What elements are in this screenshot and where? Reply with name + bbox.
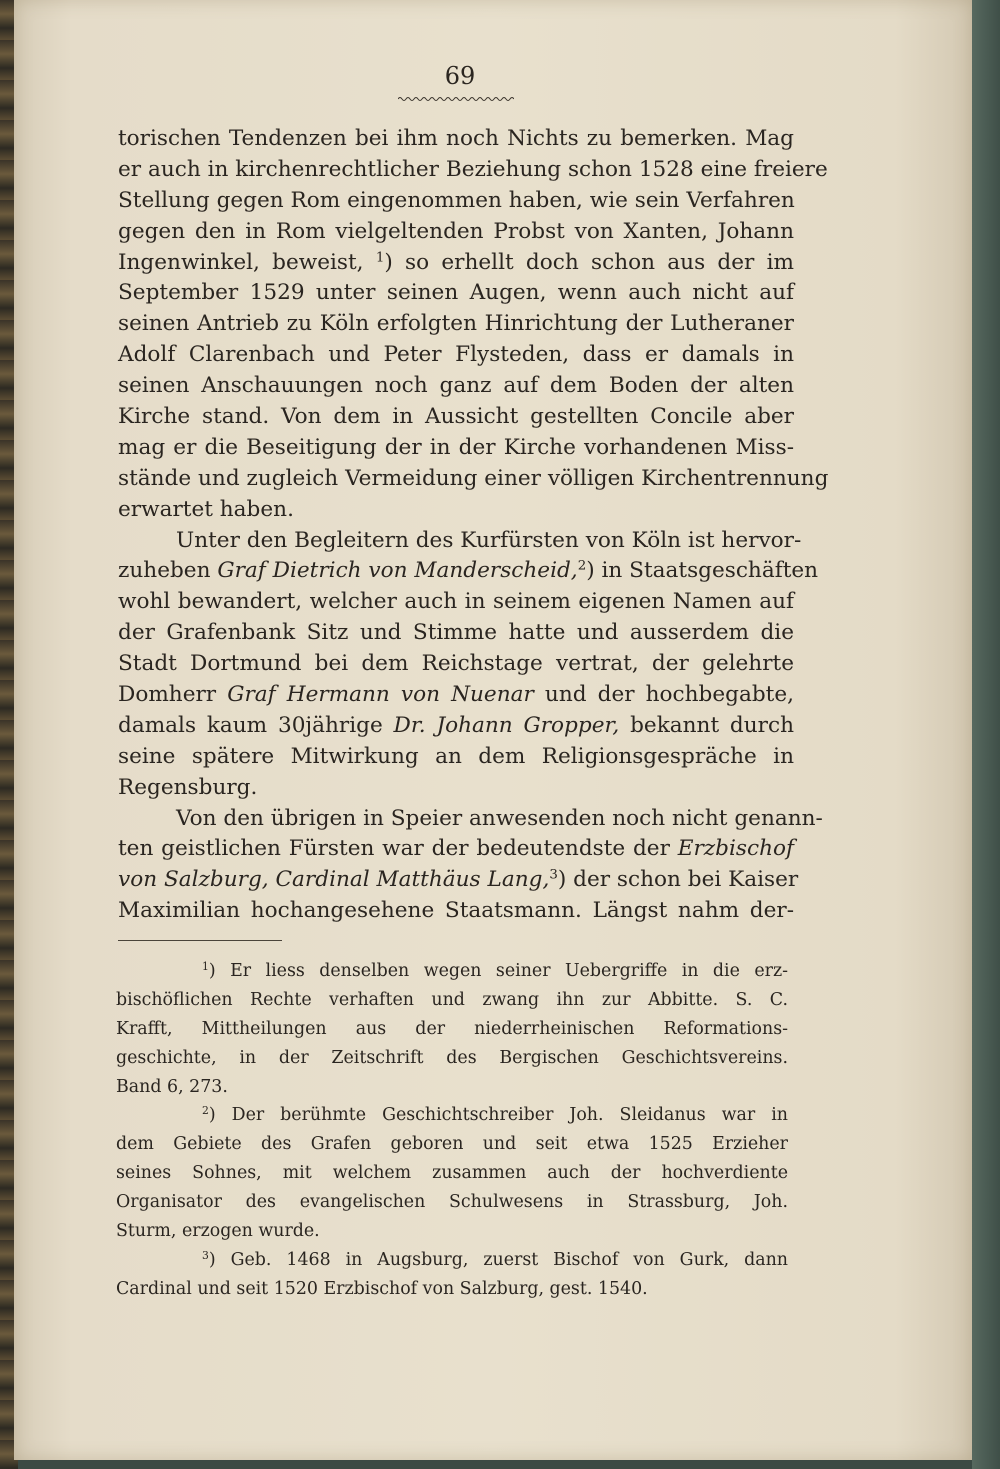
text-fragment: Domherr [118, 682, 217, 708]
footnote-line: seines Sohnes, mit welchem zusammen auch der hochverdiente [116, 1163, 788, 1184]
text-line [118, 248, 794, 279]
footnote-ref: 1 [375, 250, 385, 266]
text-line: seinen Antrieb zu Köln erfolgten Hinrichtung der Lutheraner [118, 311, 794, 337]
text-fragment: ) Er liess denselben wegen seiner Uebergriffe in die erz- [208, 961, 788, 981]
text-fragment: damals kaum 30jährige [118, 712, 383, 738]
text-line: September 1529 unter seinen Augen, wenn auch nicht auf [118, 280, 794, 306]
person-name: Graf Hermann von Nuenar [227, 682, 534, 708]
text-fragment: ) Der berühmte Geschichtschreiber Joh. Sleidanus war in [208, 1105, 788, 1126]
footnote-line: Band 6, 273. [116, 1076, 228, 1097]
footnote-marker: 3 [202, 1248, 209, 1262]
text-line [118, 556, 819, 587]
footnotes [116, 957, 788, 1304]
person-name: Dr. Johann Gropper, [393, 712, 620, 738]
text-line: torischen Tendenzen bei ihm noch Nichts zu bemerken. Mag [118, 126, 794, 151]
text-line: Maximilian hochangesehene Staatsmann. Längst nahm der- [118, 898, 794, 924]
footnote-line: Cardinal und seit 1520 Erzbischof von Salzburg, gest. 1540. [116, 1278, 648, 1299]
text-line: Stadt Dortmund bei dem Reichstage vertrat, der gelehrte [118, 651, 794, 677]
text-line [118, 711, 794, 742]
footnote-line: Sturm, erzogen wurde. [116, 1221, 320, 1242]
text-line: seine spätere Mitwirkung an dem Religionsgespräche in [118, 743, 794, 769]
footnote-ref: 3 [549, 868, 558, 884]
cover-edge [972, 0, 1000, 1469]
person-name: von Salzburg, Cardinal Matthäus Lang, [118, 867, 550, 893]
footnote-ref: 2 [577, 559, 587, 575]
text-line: wohl bewandert, welcher auch in seinem eigenen Namen auf [118, 589, 794, 615]
footnote-line: dem Gebiete des Grafen geboren und seit etwa 1525 Erzieher [116, 1134, 788, 1155]
footnote-line [116, 1101, 788, 1130]
footnote-marker: 1 [202, 960, 209, 974]
text-fragment: und der hochbegabte, [544, 682, 794, 708]
text-fragment: ) der schon bei Kaiser [557, 867, 799, 893]
wavy-ornament [398, 96, 514, 102]
text-line: stände und zugleich Vermeidung einer völligen Kirchentrennung [118, 465, 829, 491]
footnote-line: bischöflichen Rechte verhaften und zwang ihn zur Abbitte. S. C. [116, 989, 788, 1010]
text-line: Adolf Clarenbach und Peter Flysteden, dass er damals in [118, 342, 794, 368]
footnote-line: Organisator des evangelischen Schulwesens in Strassburg, Joh. [116, 1192, 788, 1213]
text-line: Stellung gegen Rom eingenommen haben, wie sein Verfahren [118, 187, 795, 213]
main-text [118, 124, 829, 927]
text-line [118, 834, 794, 865]
text-line: mag er die Beseitigung der in der Kirche vorhandenen Miss- [118, 434, 794, 460]
text-fragment: Ingenwinkel, beweist, [118, 249, 364, 275]
footnote-line: geschichte, in der Zeitschrift des Bergischen Geschichtsvereins. [116, 1047, 788, 1068]
text-fragment: bekannt durch [630, 712, 794, 738]
text-fragment: ) so erhellt doch schon aus der im [384, 249, 794, 275]
person-name: Graf Dietrich von Manderscheid, [217, 558, 578, 584]
text-fragment: zuheben [118, 558, 211, 584]
person-name: Erzbischof [677, 836, 794, 862]
text-line: gegen den in Rom vielgeltenden Probst von Xanten, Johann [118, 218, 794, 244]
text-line: erwartet haben. [118, 496, 294, 522]
text-line [118, 680, 794, 711]
text-line: Unter den Begleitern des Kurfürsten von Köln ist hervor- [176, 527, 802, 553]
text-fragment: ten geistlichen Fürsten war der bedeutendste der [118, 836, 670, 862]
footnote-line [116, 1246, 788, 1275]
text-line [118, 865, 799, 896]
footnote-separator [118, 940, 282, 941]
text-line: der Grafenbank Sitz und Stimme hatte und ausserdem die [118, 620, 794, 646]
text-fragment: ) Geb. 1468 in Augsburg, zuerst Bischof von Gurk, dann [208, 1249, 788, 1270]
text-line: er auch in kirchenrechtlicher Beziehung schon 1528 eine freiere [118, 156, 828, 182]
text-fragment: ) in Staatsgeschäften [586, 558, 819, 584]
text-line: Von den übrigen in Speier anwesenden noch nicht genann- [176, 805, 823, 831]
footnote-marker: 2 [202, 1104, 209, 1118]
footnote-line [116, 957, 788, 986]
text-line: seinen Anschauungen noch ganz auf dem Boden der alten [118, 373, 794, 399]
text-line: Regensburg. [118, 774, 258, 800]
page-number: 69 [444, 62, 476, 90]
text-line: Kirche stand. Von dem in Aussicht gestellten Concile aber [118, 404, 794, 430]
footnote-line: Krafft, Mittheilungen aus der niederrheinischen Reformations- [116, 1018, 788, 1039]
